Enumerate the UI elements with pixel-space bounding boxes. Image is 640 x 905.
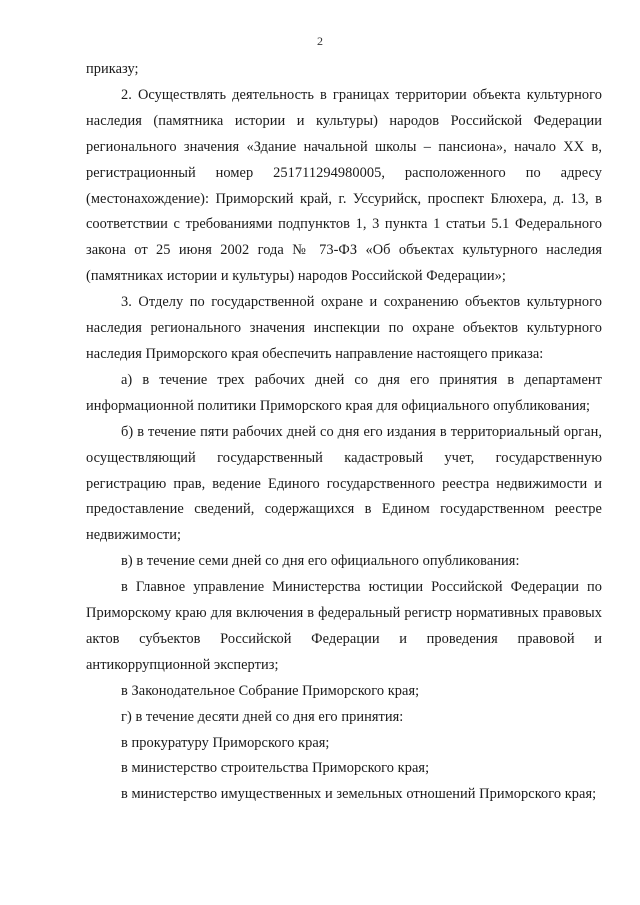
paragraph-legislative-assembly: в Законодательное Собрание Приморского края; xyxy=(121,682,420,699)
paragraph-item-2: 2. Осуществлять деятельность в границах территории объекта культурного наследия (памятника истории и культуры) народов Российской Федерации регионального значения «Здание начальной школы – пансиона», начало XX в, регистрационный номер 251711294980005, расположенного по адресу (местонахождение): Приморский край, г. Уссурийск, проспект Блюхера, д. 13, в соответствии с требованиями подпунктов 1, 3 пункта 1 статьи 5.1 Федерального закона от 25 июня 2002 года № 73-ФЗ «Об объектах культурного наследия (памятниках истории и культуры) народов Российской Федерации»; xyxy=(86,86,602,285)
paragraph-ministry-construction: в министерство строительства Приморского края; xyxy=(121,760,430,777)
paragraph-subitem-g: г) в течение десяти дней со дня его принятия: xyxy=(121,708,404,725)
paragraph-continuation: приказу; xyxy=(86,61,139,77)
paragraph-ministry-property: в министерство имущественных и земельных отношений Приморского края; xyxy=(121,786,597,803)
paragraph-subitem-v: в) в течение семи дней со дня его официального опубликования: xyxy=(121,553,520,570)
paragraph-prosecutor: в прокуратуру Приморского края; xyxy=(121,734,330,751)
document-body xyxy=(86,57,602,808)
paragraph-ministry-justice: в Главное управление Министерства юстиции Российской Федерации по Приморскому краю для включения в федеральный регистр нормативных правовых актов субъектов Российской Федерации и проведения правовой и антикоррупционной экспертиз; xyxy=(86,579,602,673)
paragraph-subitem-b: б) в течение пяти рабочих дней со дня его издания в территориальный орган, осуществляющий государственный кадастровый учет, государственную регистрацию прав, ведение Единого государственного реестра недвижимости и предоставление сведений, содержащихся в Едином государственном реестре недвижимости; xyxy=(86,423,602,544)
paragraph-item-3: 3. Отделу по государственной охране и сохранению объектов культурного наследия регионального значения инспекции по охране объектов культурного наследия Приморского края обеспечить направление настоящего приказа: xyxy=(86,294,602,362)
page-number: 2 xyxy=(317,34,323,48)
paragraph-subitem-a: а) в течение трех рабочих дней со дня его принятия в департамент информационной политики Приморского края для официального опубликования; xyxy=(86,371,602,414)
